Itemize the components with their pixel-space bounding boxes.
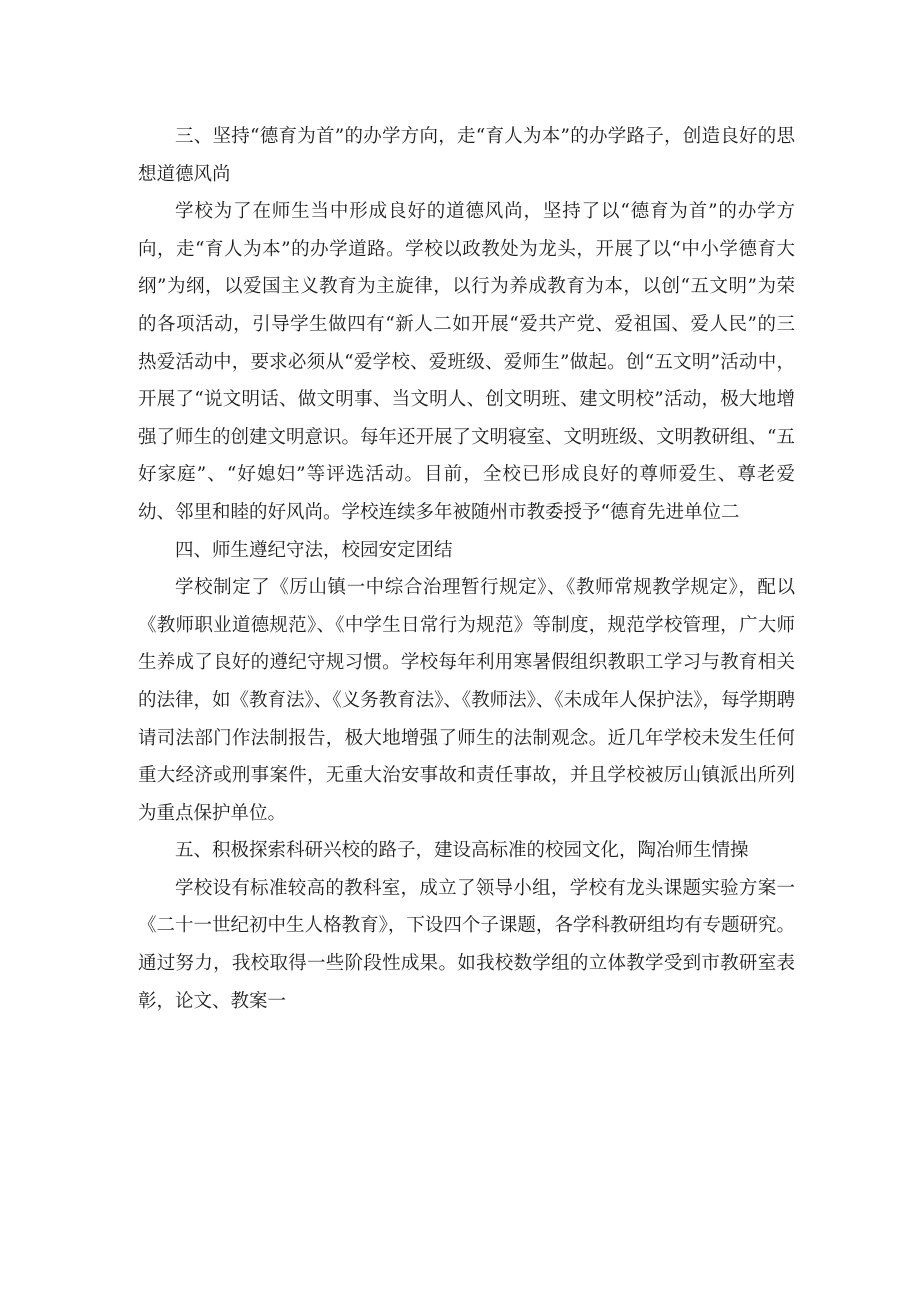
paragraph-moral-education: 学校为了在师生当中形成良好的道德风尚，坚持了以“德育为首”的办学方向，走“育人为本”的办学道路。学校以政教处为龙头，开展了以“中小学德育大纲”为纲，以爱国主义教育为主旋律，以行为养成教育为本，以创“五文明”为荣的各项活动，引导学生做四有“新人二如开展“爱共产党、爱祖国、爱人民”的三热爱活动中，要求必须从“爱学校、爱班级、爱师生”做起。创“五文明”活动中，开展了“说文明话、做文明事、当文明人、创文明班、建文明校”活动，极大地增强了师生的创建文明意识。每年还开展了文明寝室、文明班级、文明教研组、“五好家庭”、“好媳妇”等评选活动。目前，全校已形成良好的尊师爱生、尊老爱幼、邻里和睦的好风尚。学校连续多年被随州市教委授予“德育先进单位二 bbox=[138, 201, 795, 523]
section-heading-3: 三、坚持“德育为首”的办学方向，走“育人为本”的办学路子，创造良好的思想道德风尚 bbox=[138, 126, 795, 185]
paragraph-research: 学校设有标准较高的教科室，成立了领导小组，学校有龙头课题实验方案一《二十一世纪初中生人格教育》，下设四个子课题，各学科教研组均有专题研究。通过努力，我校取得一些阶段性成果。如我校数学组的立体教学受到市教研室表彰，论文、教案一 bbox=[138, 877, 795, 1012]
paragraph-law-discipline: 学校制定了《厉山镇一中综合治理暂行规定》、《教师常规教学规定》，配以《教师职业道德规范》、《中学生日常行为规范》等制度，规范学校管理，广大师生养成了良好的遵纪守规习惯。学校每年利用寒暑假组织教职工学习与教育相关的法律，如《教育法》、《义务教育法》、《教师法》、《未成年人保护法》，每学期聘请司法部门作法制报告，极大地增强了师生的法制观念。近几年学校未发生任何重大经济或刑事案件，无重大治安事故和责任事故，并且学校被厉山镇派出所列为重点保护单位。 bbox=[138, 577, 795, 824]
section-heading-5: 五、积极探索科研兴校的路子，建设高标准的校园文化，陶冶师生情操 bbox=[175, 840, 749, 862]
document-body bbox=[138, 118, 795, 1020]
section-heading-4: 四、师生遵纪守法，校园安定团结 bbox=[175, 539, 453, 561]
